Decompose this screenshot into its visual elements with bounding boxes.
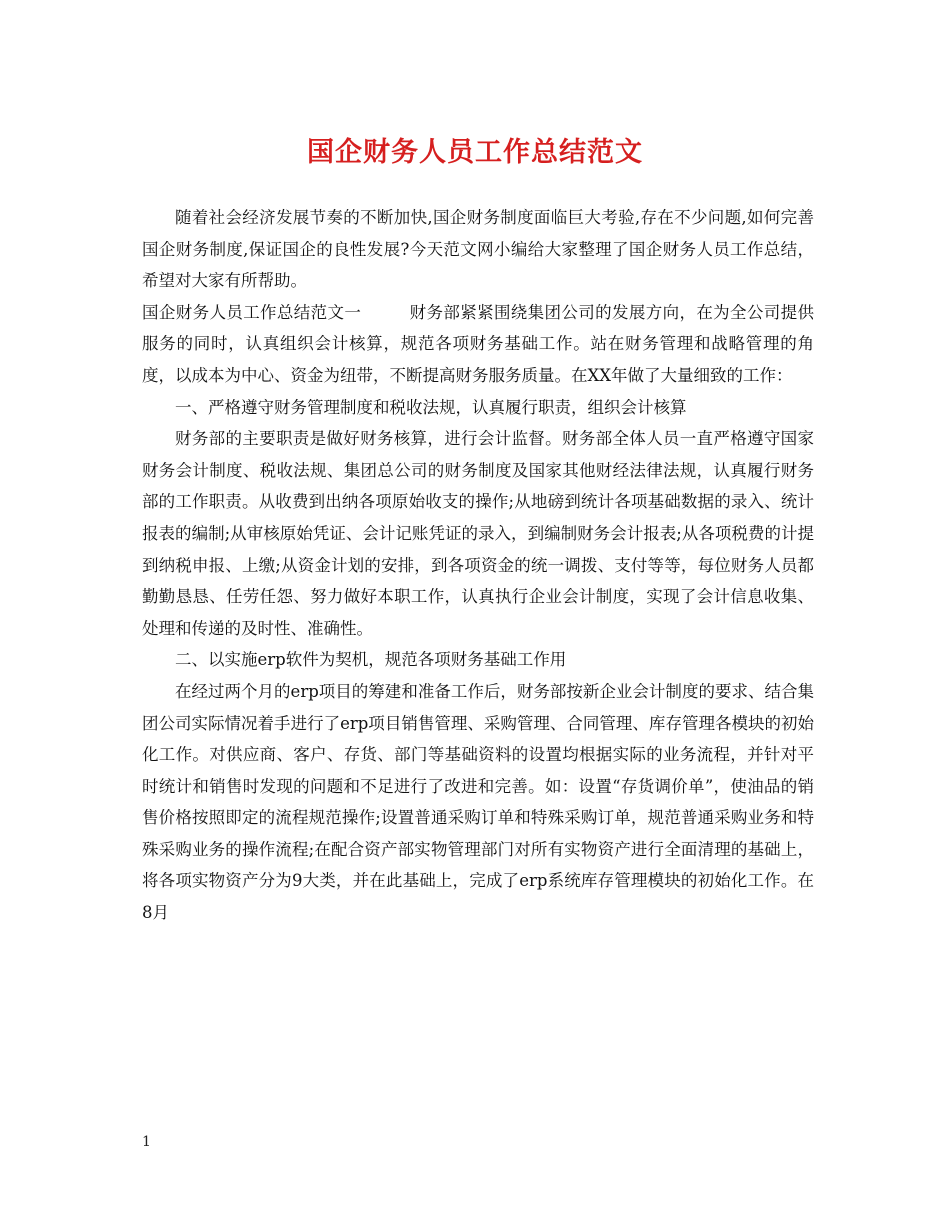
heading-2: 二、以实施erp软件为契机，规范各项财务基础工作用: [175, 650, 567, 670]
section-paragraph: [142, 297, 814, 392]
section-intro: 财务部紧紧围绕集团公司的发展方向，在为全公司提供服务的同时，认真组织会计核算，规范各项财务基础工作。站在财务管理和战略管理的角度，以成本为中心、资金为纽带，不断提高财务服务质量。在XX年做了大量细致的工作：: [142, 302, 815, 385]
section-title: 国企财务人员工作总结范文一: [142, 302, 362, 322]
paragraph-1: 财务部的主要职责是做好财务核算，进行会计监督。财务部全体人员一直严格遵守国家财务会计制度、税收法规、集团总公司的财务制度及国家其他财经法律法规，认真履行财务部的工作职责。从收费到出纳各项原始收支的操作;从地磅到统计各项基础数据的录入、统计报表的编制;从审核原始凭证、会计记账凭证的录入，到编制财务会计报表;从各项税费的计提到纳税申报、上缴;从资金计划的安排，到各项资金的统一调拨、支付等等，每位财务人员都勤勤恳恳、任劳任怨、努力做好本职工作，认真执行企业会计制度，实现了会计信息收集、处理和传递的及时性、准确性。: [142, 429, 814, 638]
document-body: [142, 202, 814, 929]
intro-paragraph: 随着社会经济发展节奏的不断加快,国企财务制度面临巨大考验,存在不少问题,如何完善国企财务制度,保证国企的良性发展?今天范文网小编给大家整理了国企财务人员工作总结，希望对大家有所帮助。: [142, 208, 814, 291]
paragraph-2: 在经过两个月的erp项目的筹建和准备工作后，财务部按新企业会计制度的要求、结合集团公司实际情况着手进行了erp项目销售管理、采购管理、合同管理、库存管理各模块的初始化工作。对供应商、客户、存货、部门等基础资料的设置均根据实际的业务流程，并针对平时统计和销售时发现的问题和不足进行了改进和完善。如：设置“存货调价单”，使油品的销售价格按照即定的流程规范操作;设置普通采购订单和特殊采购订单，规范普通采购业务和特殊采购业务的操作流程;在配合资产部实物管理部门对所有实物资产进行全面清理的基础上，将各项实物资产分为9大类，并在此基础上，完成了erp系统库存管理模块的初始化工作。在8月: [142, 681, 814, 923]
heading-1: 一、严格遵守财务管理制度和税收法规，认真履行职责，组织会计核算: [175, 397, 687, 417]
page-number: 1: [142, 1134, 151, 1150]
document-title: 国企财务人员工作总结范文: [307, 137, 643, 168]
